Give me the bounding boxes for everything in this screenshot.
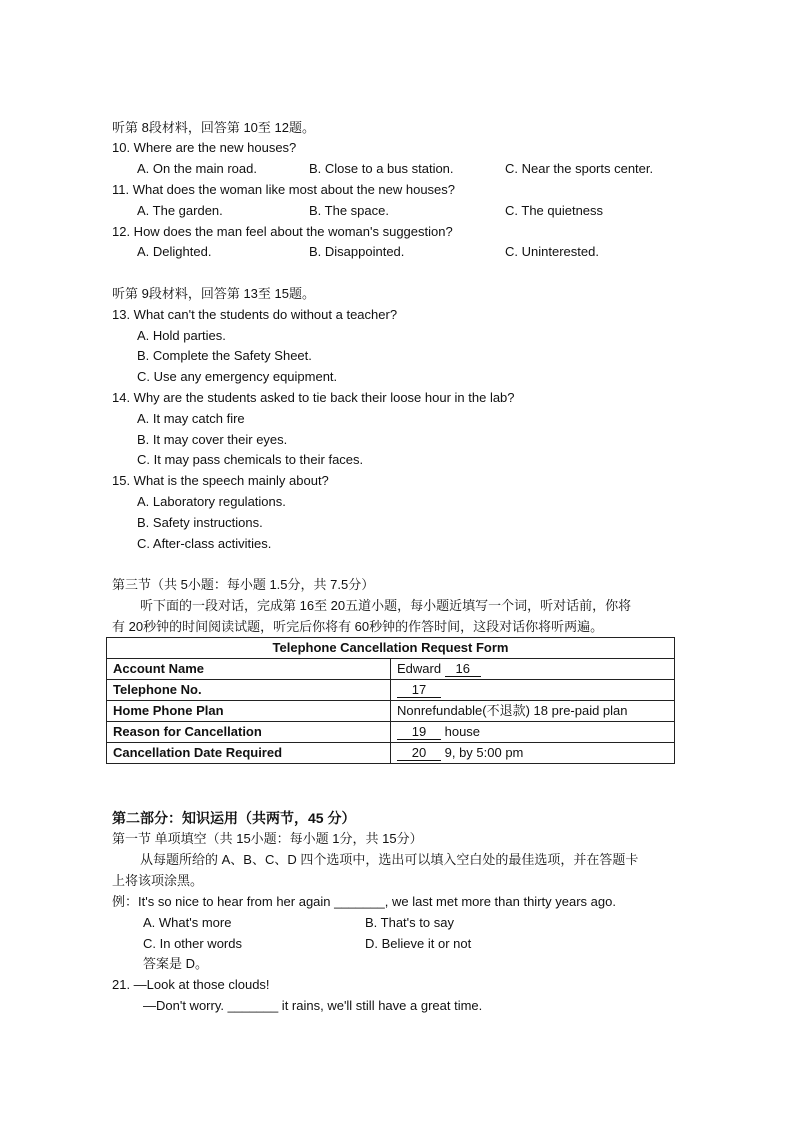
- reason-value: 19 house: [391, 722, 675, 743]
- account-name-value: Edward 16: [391, 659, 675, 680]
- q12-option-b: B. Disappointed.: [309, 244, 405, 259]
- telephone-no-value: [391, 680, 675, 701]
- reason-label: Reason for Cancellation: [107, 722, 391, 743]
- question-15: 15. What is the speech mainly about?: [112, 473, 329, 488]
- question-11: 11. What does the woman like most about the new houses?: [112, 182, 456, 197]
- q14-option-c: C. It may pass chemicals to their faces.: [137, 452, 364, 467]
- part-2-instruction-line-1: 从每题所给的 A、B、C、D 四个选项中，选出可以填入空白处的最佳选项，并在答题卡: [140, 852, 639, 867]
- blank-16: 16: [445, 661, 481, 677]
- table-row: [107, 680, 675, 701]
- home-phone-plan-value: Nonrefundable(不退款) 18 pre-paid plan: [391, 701, 675, 722]
- section-8-heading: 听第 8段材料，回答第 10至 12题。: [112, 120, 315, 135]
- q15-option-b: B. Safety instructions.: [137, 515, 263, 530]
- cancellation-date-value: 20 9, by 5:00 pm: [391, 743, 675, 764]
- q10-option-a: A. On the main road.: [137, 161, 257, 176]
- q12-option-c: C. Uninterested.: [505, 244, 599, 259]
- q11-option-a: A. The garden.: [137, 203, 223, 218]
- example-option-c: C. In other words: [143, 936, 242, 951]
- part-2-heading: 第二部分：知识运用（共两节，45 分）: [112, 810, 356, 826]
- question-12: 12. How does the man feel about the woman's suggestion?: [112, 224, 453, 239]
- part-2-subheading: 第一节 单项填空（共 15小题：每小题 1分，共 15分）: [112, 831, 423, 846]
- q14-option-a: A. It may catch fire: [137, 411, 245, 426]
- telephone-cancellation-form: [106, 637, 675, 764]
- question-13: 13. What can't the students do without a teacher?: [112, 307, 398, 322]
- table-row: [107, 659, 675, 680]
- section-3-instruction-line-1: 听下面的一段对话，完成第 16至 20五道小题，每小题近填写一个词，听对话前，你将: [140, 598, 632, 613]
- table-row: [107, 701, 675, 722]
- section-3-heading: 第三节（共 5小题：每小题 1.5分，共 7.5分）: [112, 577, 375, 592]
- q10-option-c: C. Near the sports center.: [505, 161, 654, 176]
- cancellation-date-label: Cancellation Date Required: [107, 743, 391, 764]
- section-9-heading: 听第 9段材料，回答第 13至 15题。: [112, 286, 315, 301]
- example-answer: 答案是 D。: [143, 956, 209, 971]
- example-option-d: D. Believe it or not: [365, 936, 472, 951]
- part-2-instruction-line-2: 上将该项涂黑。: [112, 873, 204, 888]
- question-21-line-1: 21. —Look at those clouds!: [112, 977, 270, 992]
- q11-option-b: B. The space.: [309, 203, 389, 218]
- blank-20: 20: [397, 745, 441, 761]
- q12-option-a: A. Delighted.: [137, 244, 212, 259]
- blank-17: 17: [397, 682, 441, 698]
- question-14: 14. Why are the students asked to tie back their loose hour in the lab?: [112, 390, 515, 405]
- example-option-b: B. That's to say: [365, 915, 454, 930]
- table-row: [107, 743, 675, 764]
- q11-option-c: C. The quietness: [505, 203, 604, 218]
- section-3-instruction-line-2: 有 20秒钟的时间阅读试题，听完后你将有 60秒钟的作答时间，这段对话你将听两遍。: [112, 619, 604, 634]
- table-row: [107, 722, 675, 743]
- q15-option-a: A. Laboratory regulations.: [137, 494, 286, 509]
- example-question: 例：It's so nice to hear from her again _______, we last met more than thirty years ago.: [112, 894, 616, 909]
- telephone-no-label: Telephone No.: [107, 680, 391, 701]
- account-name-label: Account Name: [107, 659, 391, 680]
- question-21-line-2: —Don't worry. _______ it rains, we'll still have a great time.: [143, 998, 483, 1013]
- example-option-a: A. What's more: [143, 915, 232, 930]
- q13-option-c: C. Use any emergency equipment.: [137, 369, 338, 384]
- question-10: 10. Where are the new houses?: [112, 140, 297, 155]
- q10-option-b: B. Close to a bus station.: [309, 161, 454, 176]
- q13-option-b: B. Complete the Safety Sheet.: [137, 348, 312, 363]
- home-phone-plan-label: Home Phone Plan: [107, 701, 391, 722]
- form-title: Telephone Cancellation Request Form: [107, 638, 675, 659]
- q14-option-b: B. It may cover their eyes.: [137, 432, 288, 447]
- q13-option-a: A. Hold parties.: [137, 328, 226, 343]
- q15-option-c: C. After-class activities.: [137, 536, 272, 551]
- blank-19: 19: [397, 724, 441, 740]
